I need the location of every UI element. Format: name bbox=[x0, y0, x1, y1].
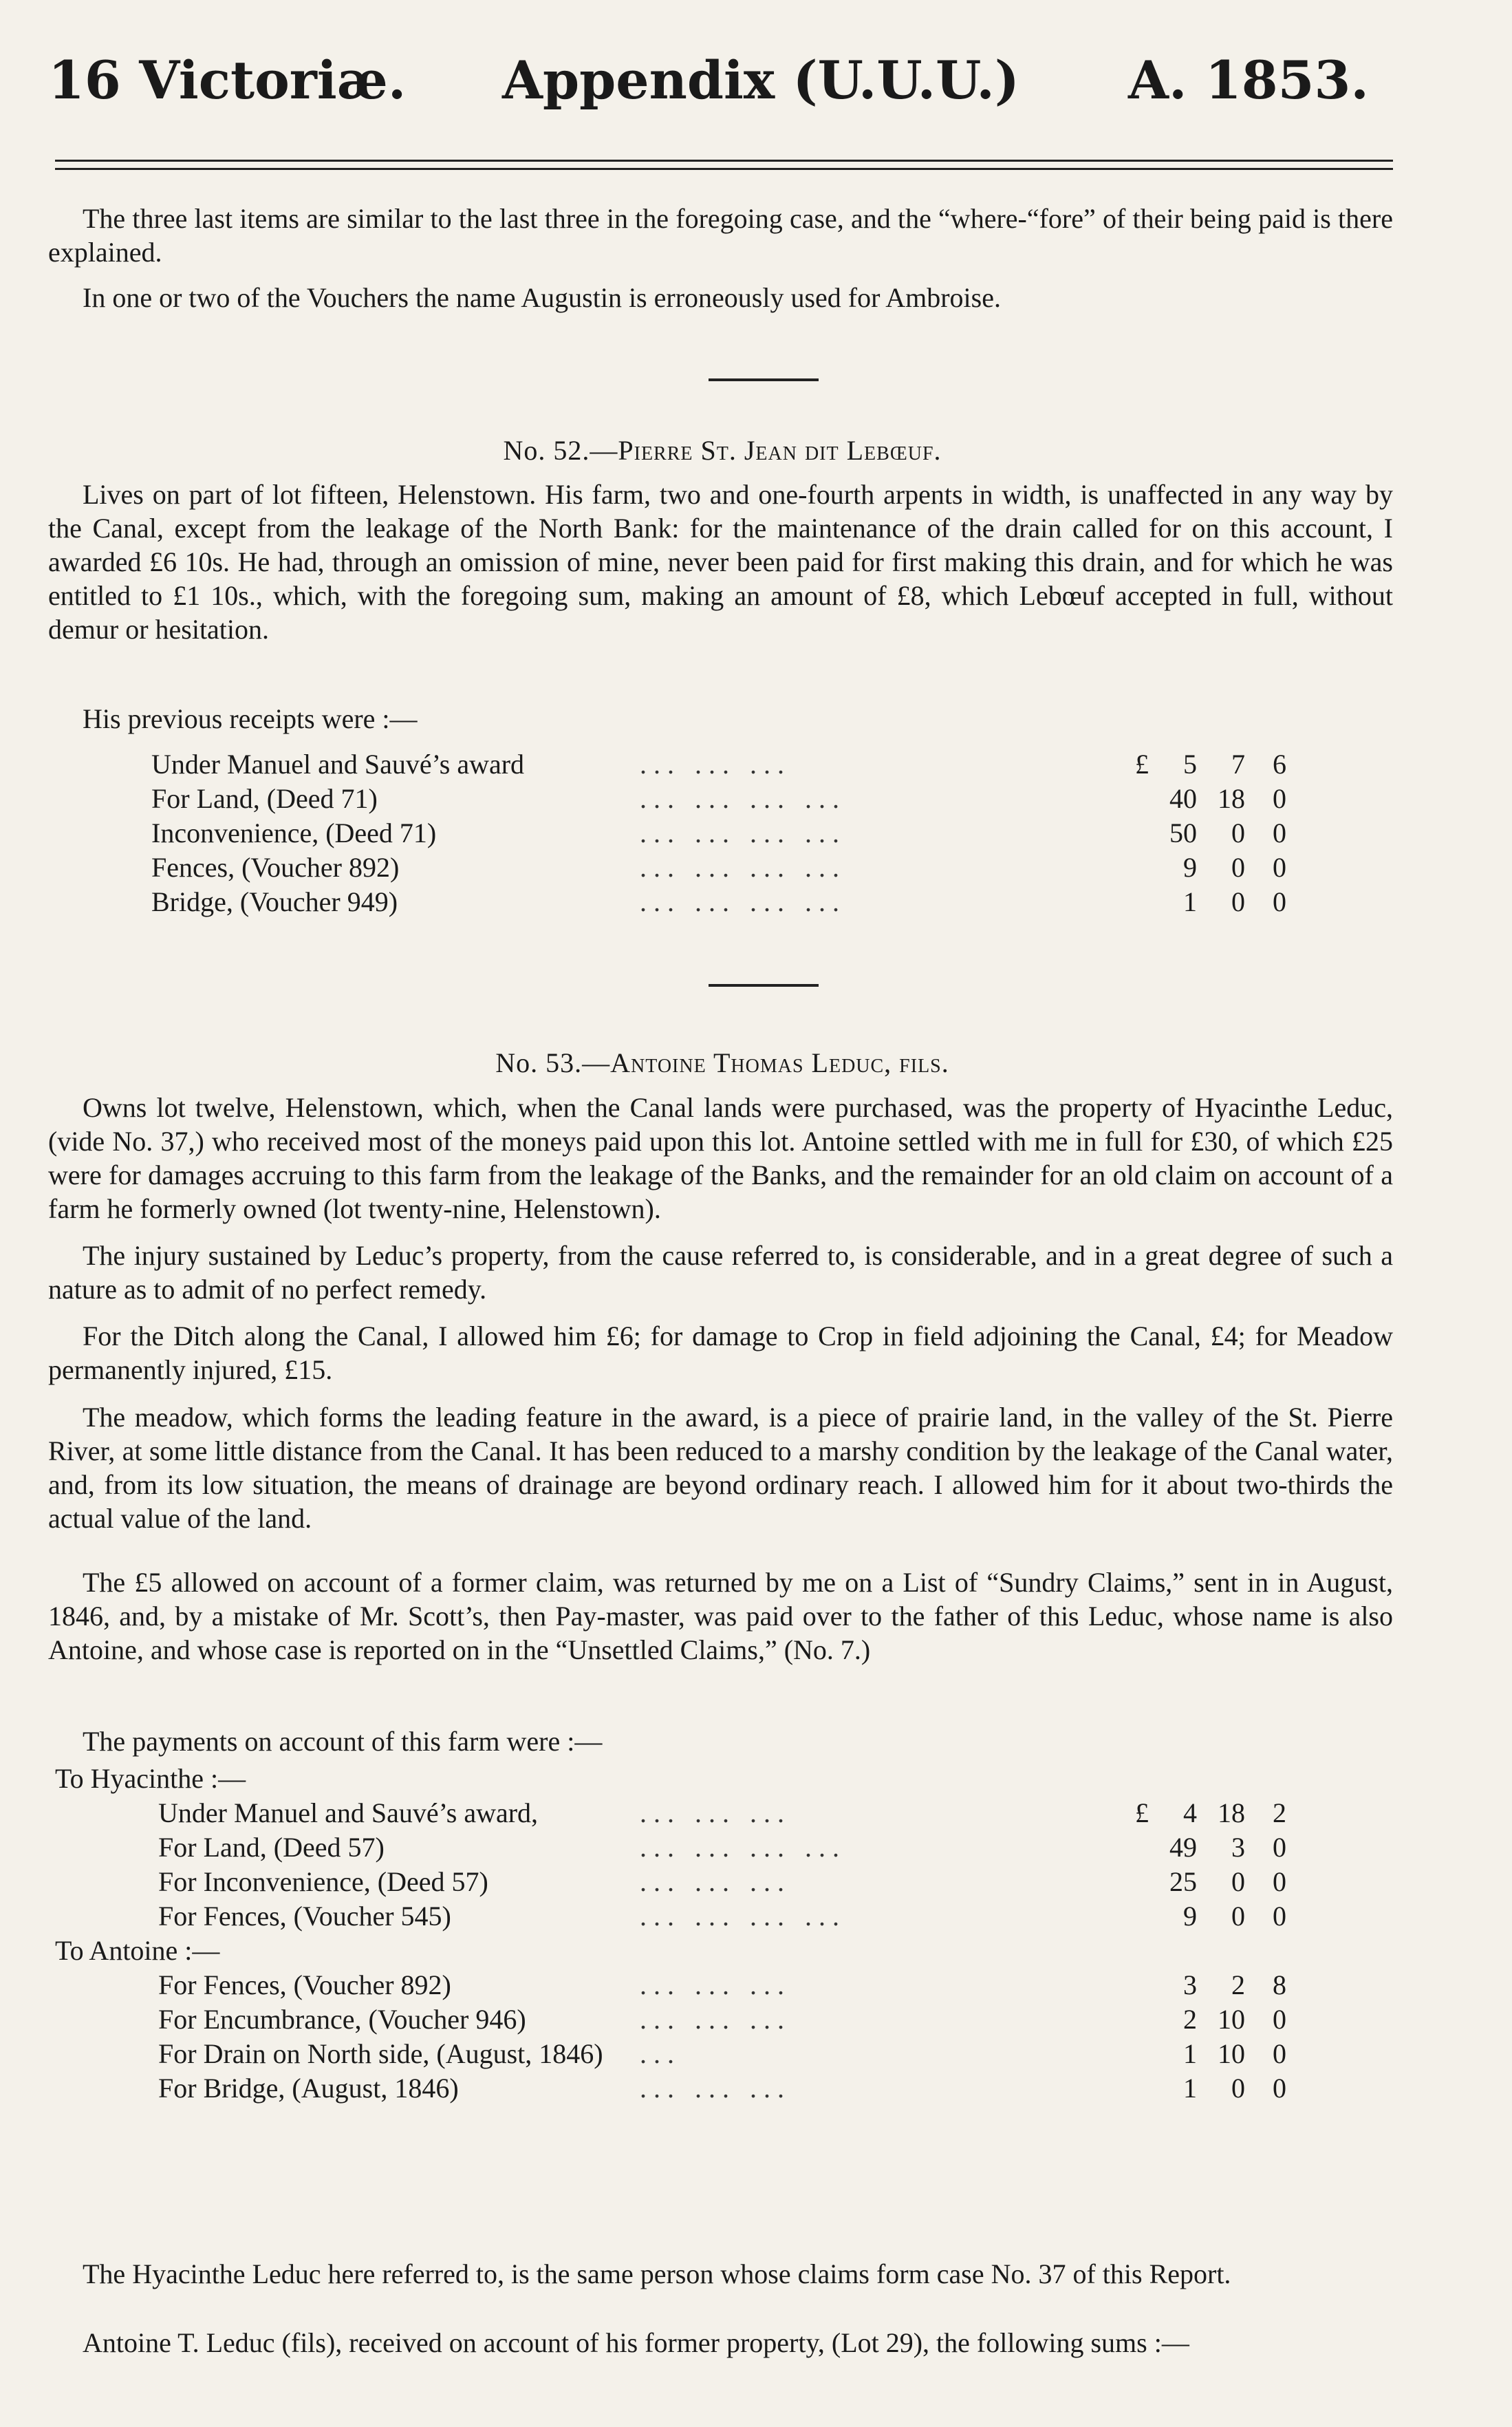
shillings-value: 18 bbox=[1218, 783, 1245, 814]
shillings-value: 3 bbox=[1231, 1832, 1245, 1863]
payee-hyacinthe-heading: To Hyacinthe :— bbox=[55, 1763, 246, 1794]
pence-value: 0 bbox=[1273, 1901, 1286, 1932]
shillings-value: 0 bbox=[1231, 1901, 1245, 1932]
ledger-label: For Encumbrance, (Voucher 946) bbox=[158, 2004, 526, 2035]
case-52-receipts-ledger bbox=[48, 747, 1396, 919]
running-header bbox=[48, 50, 1396, 125]
pounds-value: 40 bbox=[1169, 783, 1197, 814]
ledger-row bbox=[48, 2071, 1396, 2106]
leader-dots: ... ... ... ... bbox=[640, 1901, 846, 1932]
ledger-row bbox=[48, 1899, 1396, 1934]
pence-value: 6 bbox=[1273, 749, 1286, 780]
shillings-value: 0 bbox=[1231, 886, 1245, 917]
ledger-row bbox=[48, 851, 1396, 885]
currency-symbol: £ bbox=[1135, 1797, 1149, 1828]
pounds-value: 25 bbox=[1169, 1866, 1197, 1897]
pence-value: 0 bbox=[1273, 886, 1286, 917]
pence-value: 0 bbox=[1273, 783, 1286, 814]
ledger-label: Fences, (Voucher 892) bbox=[151, 852, 400, 883]
leader-dots: ... ... ... bbox=[640, 2004, 791, 2035]
case-53-paragraph-2: The injury sustained by Leduc’s property, from the cause referred to, is considerable, and in a great degree of such a nature as to admit of no perfect remedy. bbox=[48, 1240, 1393, 1305]
leader-dots: ... ... ... bbox=[640, 1797, 791, 1828]
pounds-value: 1 bbox=[1183, 2038, 1197, 2069]
shillings-value: 0 bbox=[1231, 852, 1245, 883]
pence-value: 0 bbox=[1273, 817, 1286, 848]
ledger-label: For Fences, (Voucher 892) bbox=[158, 1969, 451, 2000]
pence-value: 0 bbox=[1273, 2004, 1286, 2035]
ledger-row bbox=[48, 885, 1396, 919]
leader-dots: ... ... ... ... bbox=[640, 817, 846, 848]
ledger-label: Bridge, (Voucher 949) bbox=[151, 886, 398, 917]
ledger-row bbox=[48, 1865, 1396, 1899]
leader-dots: ... ... ... bbox=[640, 749, 791, 780]
shillings-value: 0 bbox=[1231, 1866, 1245, 1897]
pounds-value: 3 bbox=[1183, 1969, 1197, 2000]
case-52-receipts-intro: His previous receipts were :— bbox=[83, 703, 418, 734]
case-53-number: No. 53.— bbox=[495, 1047, 611, 1078]
pounds-value: 1 bbox=[1183, 2073, 1197, 2104]
pence-value: 0 bbox=[1273, 852, 1286, 883]
pounds-value: 9 bbox=[1183, 1901, 1197, 1932]
pounds-value: 50 bbox=[1169, 817, 1197, 848]
ledger-label: For Bridge, (August, 1846) bbox=[158, 2073, 459, 2104]
shillings-value: 10 bbox=[1218, 2004, 1245, 2035]
ledger-row bbox=[48, 1796, 1396, 1830]
pounds-value: 4 bbox=[1183, 1797, 1197, 1828]
header-regnal-year: 16 Victoriæ. bbox=[48, 50, 407, 111]
case-52-title bbox=[48, 434, 1396, 468]
header-year: A. 1853. bbox=[1128, 50, 1369, 111]
ledger-row bbox=[48, 782, 1396, 816]
shillings-value: 0 bbox=[1231, 2073, 1245, 2104]
leader-dots: ... ... ... ... bbox=[640, 886, 846, 917]
case-53-paragraph-3: For the Ditch along the Canal, I allowed him £6; for damage to Crop in field adjoining the Canal, £4; for Meadow permanently injured, £15. bbox=[48, 1321, 1393, 1385]
ledger-label: For Drain on North side, (August, 1846) bbox=[158, 2038, 603, 2069]
antoine-payments bbox=[48, 1968, 1396, 2106]
pounds-value: 49 bbox=[1169, 1832, 1197, 1863]
header-rule-top bbox=[55, 160, 1393, 162]
case-53-paragraph-5: The £5 allowed on account of a former claim, was returned by me on a List of “Sundry Claims,” sent in in August, 1846, and, by a mistake of Mr. Scott’s, then Pay-master, was paid over to the father of this Leduc, whose name is also Antoine, and whose case is reported on in the “Unsettled Claims,” (No. 7.) bbox=[48, 1567, 1393, 1665]
leader-dots: ... bbox=[640, 2038, 681, 2069]
ledger-row bbox=[48, 816, 1396, 851]
ledger-label: For Land, (Deed 71) bbox=[151, 783, 378, 814]
hyacinthe-payments bbox=[48, 1796, 1396, 1934]
case-52-paragraph: Lives on part of lot fifteen, Helenstown. His farm, two and one-fourth arpents in width, is unaffected in any way by the Canal, except from the leakage of the North Bank: for the maintenance of the drain called for on this account, I awarded £6 10s. He had, through an omission of mine, never been paid for first making this drain, and for which he was entitled to £1 10s., which, with the foregoing sum, making an amount of £8, which Lebœuf accepted in full, without demur or hesitation. bbox=[48, 479, 1393, 645]
pence-value: 2 bbox=[1273, 1797, 1286, 1828]
leader-dots: ... ... ... bbox=[640, 1969, 791, 2000]
section-divider bbox=[709, 984, 819, 987]
case-53-title bbox=[48, 1046, 1396, 1080]
header-appendix: Appendix (U.U.U.) bbox=[502, 50, 1019, 111]
ledger-row bbox=[48, 747, 1396, 782]
case-52-number: No. 52.— bbox=[503, 435, 618, 466]
case-53-paragraph-4: The meadow, which forms the leading feature in the award, is a piece of prairie land, in the valley of the St. Pierre River, at some little distance from the Canal. It has been reduced to a marshy condition by the leakage of the Canal water, and, from its low situation, the means of drainage are beyond ordinary reach. I allowed him for it about two-thirds the actual value of the land. bbox=[48, 1402, 1393, 1534]
ledger-label: For Land, (Deed 57) bbox=[158, 1832, 385, 1863]
ledger-label: For Fences, (Voucher 545) bbox=[158, 1901, 451, 1932]
ledger-label: Inconvenience, (Deed 71) bbox=[151, 817, 437, 848]
pounds-value: 2 bbox=[1183, 2004, 1197, 2035]
ledger-label: Under Manuel and Sauvé’s award bbox=[151, 749, 525, 780]
pence-value: 0 bbox=[1273, 1832, 1286, 1863]
leader-dots: ... ... ... bbox=[640, 1866, 791, 1897]
pence-value: 0 bbox=[1273, 2073, 1286, 2104]
case-53-name: Antoine Thomas Leduc, fils. bbox=[610, 1047, 949, 1078]
pounds-value: 1 bbox=[1183, 886, 1197, 917]
currency-symbol: £ bbox=[1135, 749, 1149, 780]
shillings-value: 7 bbox=[1231, 749, 1245, 780]
ledger-row bbox=[48, 1968, 1396, 2002]
shillings-value: 18 bbox=[1218, 1797, 1245, 1828]
leader-dots: ... ... ... ... bbox=[640, 852, 846, 883]
case-53-paragraph-1: Owns lot twelve, Helenstown, which, when the Canal lands were purchased, was the property of Hyacinthe Leduc, (vide No. 37,) who received most of the moneys paid upon this lot. Antoine settled with me in full for £30, of which £25 were for damages accruing to this farm from the leakage of the Banks, and the remainder for an old claim on account of a farm he formerly owned (lot twenty-nine, Helenstown). bbox=[48, 1092, 1393, 1224]
case-53-paragraph-6: The Hyacinthe Leduc here referred to, is the same person whose claims form case No. 37 of this Report. bbox=[83, 2258, 1231, 2289]
leader-dots: ... ... ... ... bbox=[640, 783, 846, 814]
case-53-paragraph-7: Antoine T. Leduc (fils), received on account of his former property, (Lot 29), the following sums :— bbox=[83, 2327, 1189, 2358]
shillings-value: 2 bbox=[1231, 1969, 1245, 2000]
ledger-row bbox=[48, 1830, 1396, 1865]
intro-paragraph-2: In one or two of the Vouchers the name Augustin is erroneously used for Ambroise. bbox=[83, 282, 1001, 313]
ledger-label: For Inconvenience, (Deed 57) bbox=[158, 1866, 488, 1897]
payee-antoine-heading: To Antoine :— bbox=[55, 1935, 220, 1966]
pence-value: 0 bbox=[1273, 1866, 1286, 1897]
ledger-row bbox=[48, 2037, 1396, 2071]
intro-paragraph-1: The three last items are similar to the last three in the foregoing case, and the “where-“fore” of their being paid is there explained. bbox=[48, 203, 1393, 268]
case-53-payments-ledger bbox=[48, 1762, 1396, 2106]
pence-value: 8 bbox=[1273, 1969, 1286, 2000]
header-rule-bottom bbox=[55, 168, 1393, 170]
ledger-row bbox=[48, 2002, 1396, 2037]
shillings-value: 10 bbox=[1218, 2038, 1245, 2069]
leader-dots: ... ... ... ... bbox=[640, 1832, 846, 1863]
ledger-label: Under Manuel and Sauvé’s award, bbox=[158, 1797, 539, 1828]
section-divider bbox=[709, 378, 819, 381]
pounds-value: 9 bbox=[1183, 852, 1197, 883]
case-53-payments-intro: The payments on account of this farm were :— bbox=[83, 1726, 603, 1757]
leader-dots: ... ... ... bbox=[640, 2073, 791, 2104]
shillings-value: 0 bbox=[1231, 817, 1245, 848]
case-52-name: Pierre St. Jean dit Lebœuf. bbox=[618, 435, 942, 466]
pounds-value: 5 bbox=[1183, 749, 1197, 780]
pence-value: 0 bbox=[1273, 2038, 1286, 2069]
